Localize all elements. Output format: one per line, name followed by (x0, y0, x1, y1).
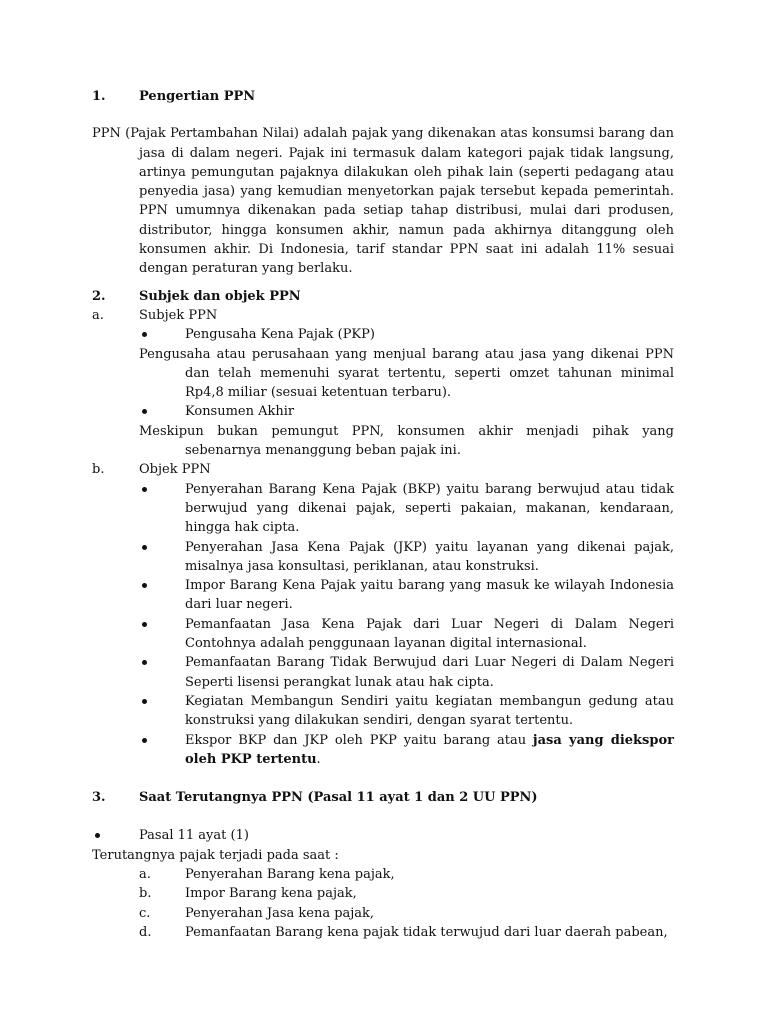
bullet-icon (139, 692, 185, 731)
list-item (92, 923, 674, 942)
bullet-icon (139, 653, 185, 692)
list-item (92, 538, 674, 577)
list-item (92, 865, 674, 884)
objek-heading (92, 460, 674, 479)
section-number: 1. (92, 89, 106, 104)
bullet-icon (92, 826, 139, 845)
bullet-icon (139, 731, 185, 770)
list-item (92, 576, 674, 615)
bullet-icon (139, 538, 185, 577)
bullet-text: Konsumen Akhir (185, 404, 295, 420)
subjek-description: Meskipun bukan pemungut PPN, konsumen akhir menjadi pihak yang sebenarnya menanggung beban pajak ini. (139, 423, 674, 459)
bullet-text: Pengusaha Kena Pajak (PKP) (185, 327, 375, 343)
bullet-text: Pasal 11 ayat (1) (139, 828, 249, 844)
list-label: c. (139, 905, 151, 921)
section-number: 3. (92, 790, 106, 806)
list-item (92, 904, 674, 923)
list-item (92, 615, 674, 654)
subjek-heading (92, 306, 674, 325)
section-3-heading (92, 788, 674, 807)
ekspor-bold-text: jasa yang diekspor oleh PKP tertentu (185, 732, 674, 767)
bullet-text: Pemanfaatan Barang Tidak Berwujud dari Luar Negeri di Dalam Negeri Seperti lisensi perangkat lunak atau hak cipta. (185, 655, 674, 690)
bullet-icon (139, 402, 185, 421)
section-1-heading (92, 87, 674, 106)
bullet-icon (139, 615, 185, 654)
list-label: d. (139, 924, 152, 940)
list-item (92, 653, 674, 692)
bullet-text: Impor Barang Kena Pajak yaitu barang yang masuk ke wilayah Indonesia dari luar negeri. (185, 578, 674, 613)
list-item (92, 325, 674, 344)
list-item (92, 402, 674, 421)
list-item (92, 884, 674, 903)
list-label: b. (139, 886, 152, 902)
ekspor-end: . (316, 751, 321, 767)
list-item (92, 692, 674, 731)
ppn-definition-paragraph: PPN (Pajak Pertambahan Nilai) adalah pajak yang dikenakan atas konsumsi barang dan jasa di dalam negeri. Pajak ini termasuk dalam kategori pajak tidak langsung, artinya pemungutan pajaknya dilakukan oleh pihak lain (seperti pedagang atau penyedia jasa) yang kemudian menyetorkan pajak tersebut kepada pemerintah. PPN umumnya dikenakan pada setiap tahap distribusi, mulai dari produsen, distributor, hingga konsumen akhir, namun pada akhirnya ditanggung oleh konsumen akhir. Di Indonesia, tarif standar PPN saat ini adalah 11% sesuai dengan peraturan yang berlaku. (92, 126, 674, 277)
subjek-description: Pengusaha atau perusahaan yang menjual barang atau jasa yang dikenai PPN dan telah memenuhi syarat tertentu, seperti omzet tahunan minimal Rp4,8 miliar (sesuai ketentuan terbaru). (139, 346, 674, 401)
bullet-icon (139, 480, 185, 538)
bullet-text: Pemanfaatan Jasa Kena Pajak dari Luar Negeri di Dalam Negeri Contohnya adalah penggunaan layanan digital internasional. (185, 616, 674, 652)
section-title: Saat Terutangnya PPN (Pasal 11 ayat 1 dan 2 UU PPN) (139, 790, 538, 806)
list-text: Impor Barang kena pajak, (185, 886, 357, 902)
ekspor-text: Ekspor BKP dan JKP oleh PKP yaitu barang atau (185, 732, 533, 748)
list-item (92, 731, 674, 770)
list-title: Subjek PPN (139, 307, 218, 323)
bullet-icon (139, 576, 185, 615)
list-item (92, 480, 674, 538)
list-text: Penyerahan Barang kena pajak, (185, 866, 395, 882)
section-title: Pengertian PPN (139, 89, 256, 104)
section-2-heading (92, 287, 674, 306)
list-title: Objek PPN (139, 462, 211, 478)
list-label: a. (139, 866, 151, 882)
list-label: b. (92, 462, 105, 478)
bullet-text: Penyerahan Barang Kena Pajak (BKP) yaitu barang berwujud atau tidak berwujud yang dikenai pajak, seperti pakaian, makanan, kendaraan, hingga hak cipta. (185, 481, 674, 536)
list-item (92, 826, 674, 845)
list-text: Pemanfaatan Barang kena pajak tidak terwujud dari luar daerah pabean, (185, 924, 668, 940)
bullet-text (185, 731, 674, 770)
section-title: Subjek dan objek PPN (139, 288, 301, 304)
list-label: a. (92, 307, 104, 323)
terutang-intro: Terutangnya pajak terjadi pada saat : (92, 847, 339, 863)
bullet-icon (139, 325, 185, 344)
list-text: Penyerahan Jasa kena pajak, (185, 905, 375, 921)
bullet-text: Kegiatan Membangun Sendiri yaitu kegiatan membangun gedung atau konstruksi yang dilakukan sendiri, dengan syarat tertentu. (185, 693, 674, 729)
section-number: 2. (92, 288, 106, 304)
document-content (92, 87, 674, 942)
bullet-text: Penyerahan Jasa Kena Pajak (JKP) yaitu layanan yang dikenai pajak, misalnya jasa konsultasi, periklanan, atau konstruksi. (185, 539, 674, 574)
